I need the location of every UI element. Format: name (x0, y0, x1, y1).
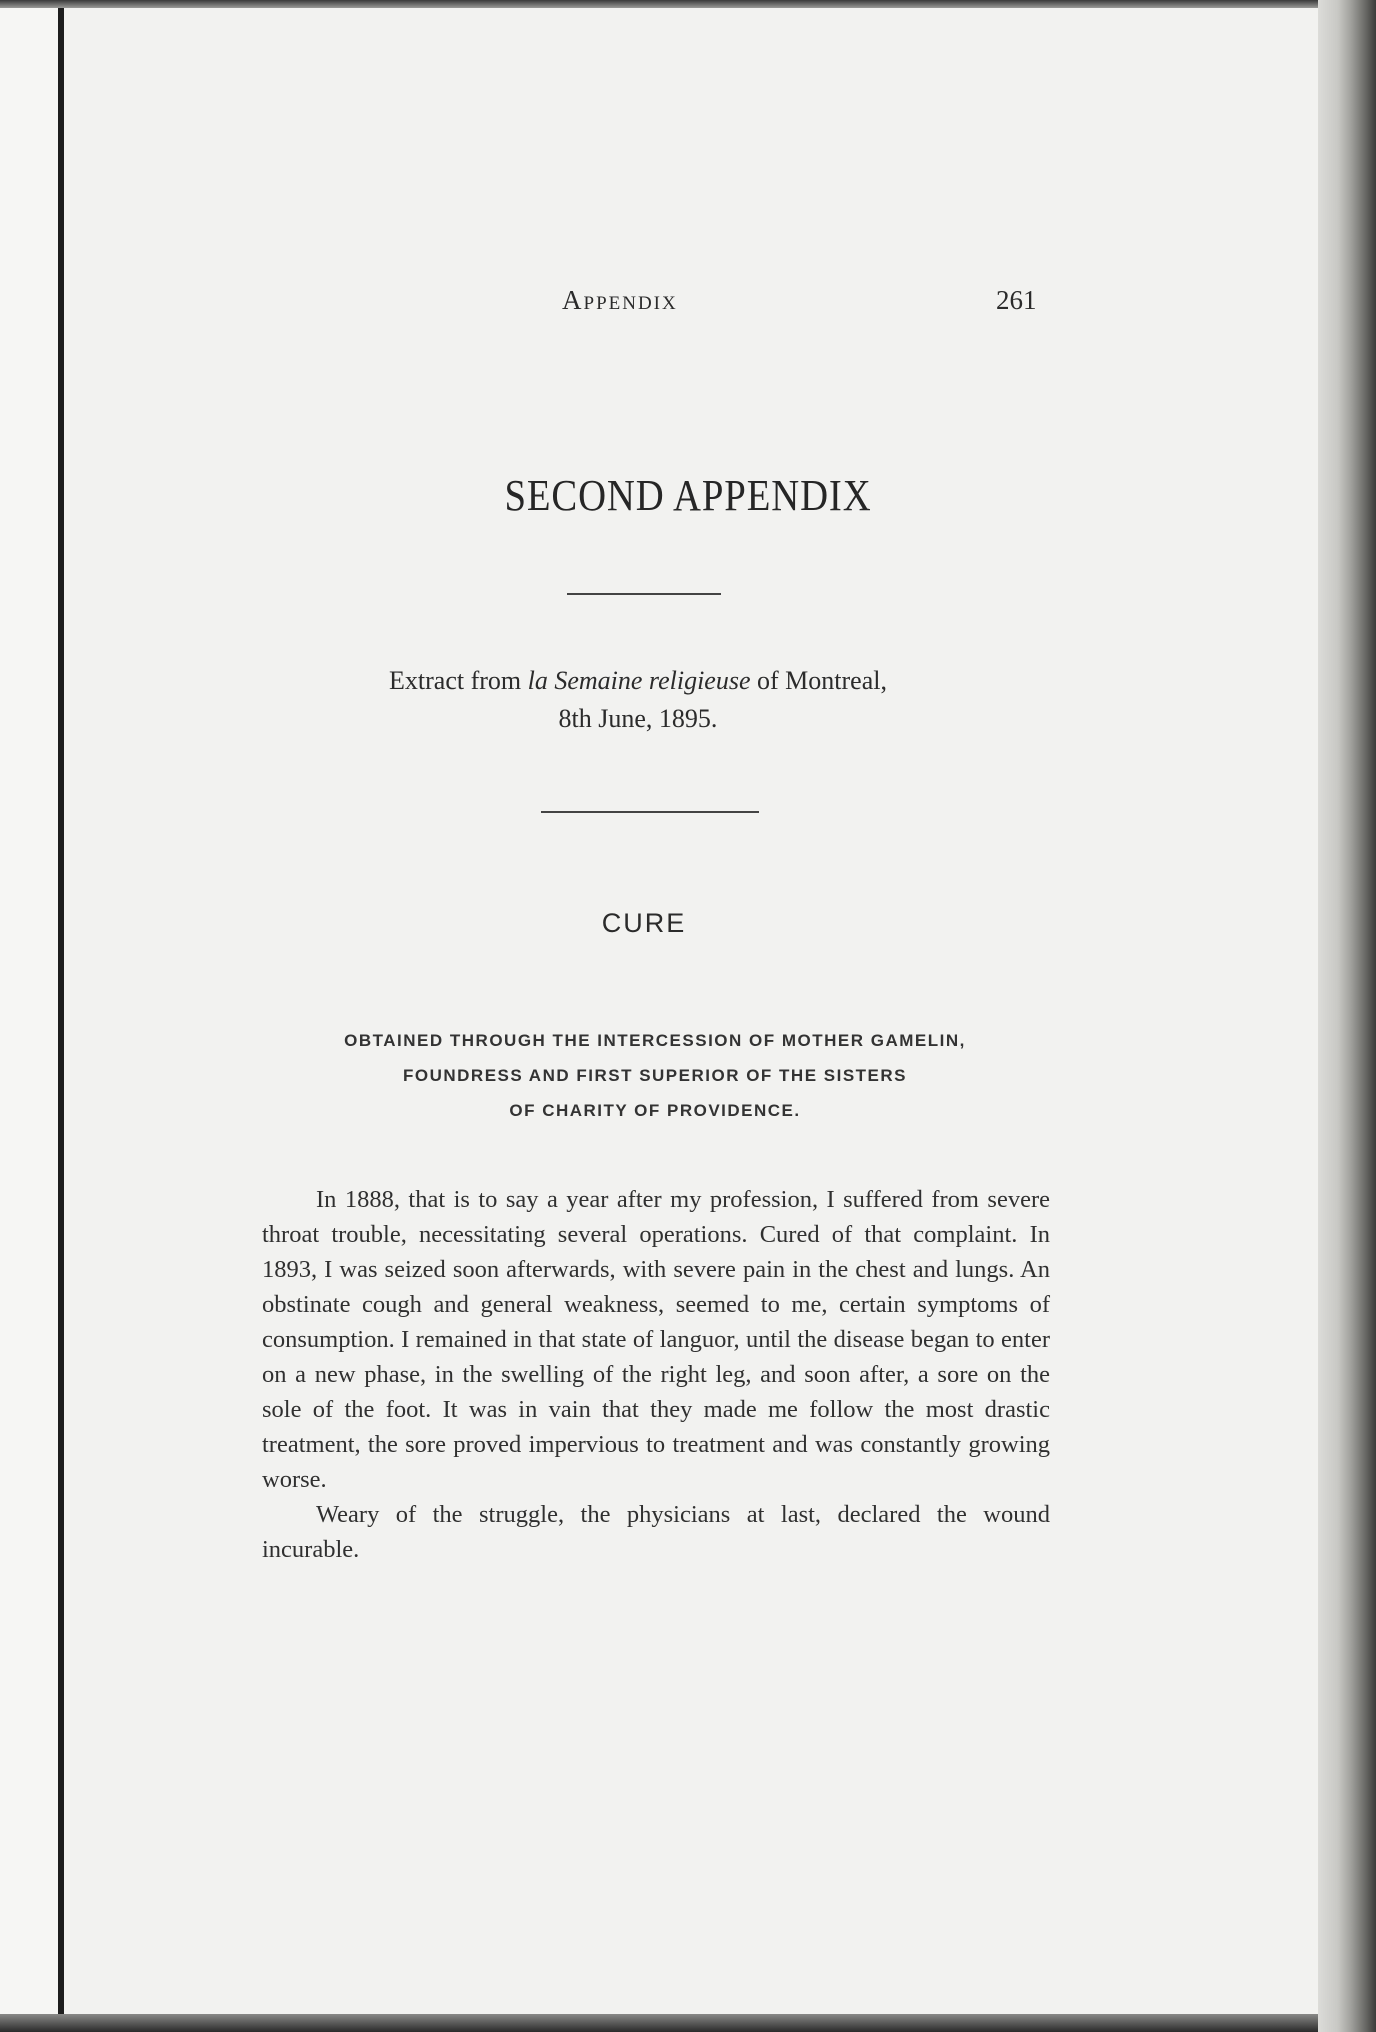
subtitle-line: OBTAINED THROUGH THE INTERCESSION OF MOTHER GAMELIN, (344, 1031, 966, 1050)
running-head (0, 285, 1376, 325)
extract-prefix: Extract from (389, 666, 528, 695)
chapter-title: SECOND APPENDIX (504, 471, 872, 520)
running-title: Appendix (562, 285, 678, 315)
paragraph: Weary of the struggle, the physicians at last, declared the wound incurable. (262, 1501, 1050, 1563)
subtitle-line: OF CHARITY OF PROVIDENCE. (509, 1101, 801, 1120)
extract-line-1 (0, 662, 1276, 700)
divider-rule (541, 811, 759, 813)
scan-border-top (0, 0, 1376, 8)
paragraph: In 1888, that is to say a year after my profession, I suffered from severe throat trouble, necessitating several operations. Cured of that complaint. In 1893, I was seized soon afterwards, with severe pain in the chest and lungs. An obstinate cough and general weakness, seemed to me, certain symptoms of consumption. I remained in that state of languor, until the disease began to enter on a new phase, in the swelling of the right leg, and soon after, a sore on the sole of the foot. It was in vain that they made me follow the most drastic treatment, the sore proved impervious to treatment and was constantly growing worse. (262, 1186, 1050, 1493)
body-text (262, 1182, 1050, 1567)
section-subtitle (255, 1023, 1055, 1128)
page-number: 261 (996, 285, 1037, 315)
publication-name: la Semaine religieuse (527, 666, 751, 695)
scan-border-bottom (0, 2014, 1376, 2032)
extract-date: 8th June, 1895. (558, 704, 718, 733)
divider-rule (567, 593, 721, 595)
extract-suffix: of Montreal, (750, 666, 887, 695)
extract-citation (0, 662, 1276, 738)
subtitle-line: FOUNDRESS AND FIRST SUPERIOR OF THE SISTERS (402, 1066, 908, 1085)
section-title: CURE (601, 908, 687, 938)
